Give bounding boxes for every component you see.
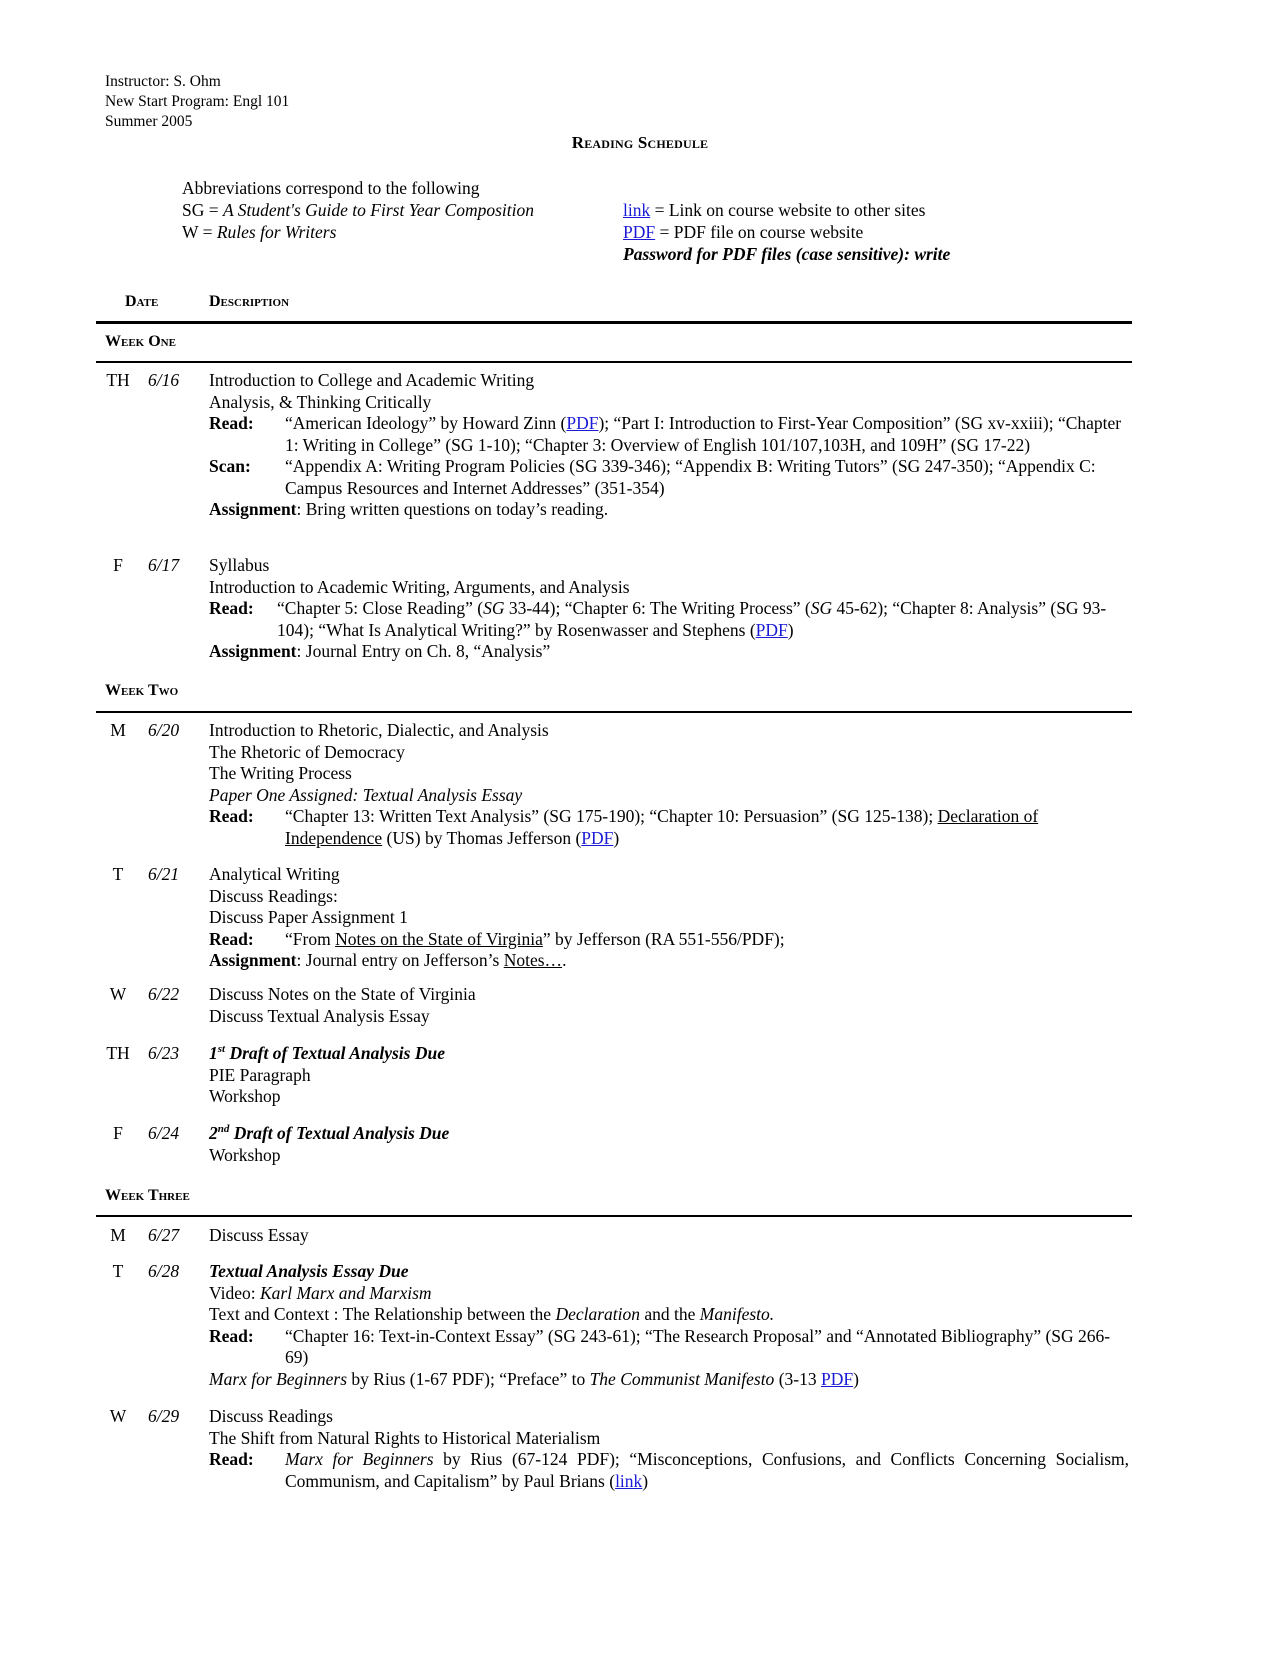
entry-date: 6/29 (148, 1406, 180, 1426)
read-row: Read: “American Ideology” by Howard Zinn (PDF); “Part I: Introduction to First-Year Composition” (SG xv-xxiii); “Chapter 1: Writing in College” (SG 1-10); “Chapter 3: Overview of English 101/107,103H, and 109H” (SG 17-22) (209, 413, 1122, 455)
entry-day: TH (106, 1043, 130, 1063)
pdf-link[interactable]: PDF (755, 619, 788, 640)
legend-pdf: PDF = PDF file on course website (623, 222, 864, 242)
entry-description: Syllabus Introduction to Academic Writing, Arguments, and Analysis Read: “Chapter 5: Close Reading” (SG 33-44); “Chapter 6: The Writing Process” (SG 45-62); “Chapter 8: Analysis” (SG 93-104); “What Is Analytical Writing?” by Rosenwasser and Stephens (PDF) Assignment: Journal Entry on Ch. 8, “Analysis” (209, 555, 1129, 663)
entry-date: 6/21 (148, 864, 180, 884)
entry-day: T (112, 1261, 124, 1281)
entry-day: W (109, 984, 127, 1004)
abbreviation-sg: SG = A Student's Guide to First Year Composition (182, 200, 534, 220)
read-row: Read: Marx for Beginners by Rius (67-124 PDF); “Misconceptions, Confusions, and Conflicts Concerning Socialism, Communism, and Capitalism” by Paul Brians (link) (209, 1449, 1129, 1491)
entry-date: 6/27 (148, 1225, 180, 1245)
entry-description: Analytical Writing Discuss Readings: Discuss Paper Assignment 1 Read: “From Notes on the State of Virginia” by Jefferson (RA 551-556/PDF); Assignment: Journal entry on Jefferson’s Notes…. (209, 864, 1129, 972)
pdf-password-note: Password for PDF files (case sensitive): write (623, 244, 951, 264)
assignment-row: Assignment: Bring written questions on today’s reading. (209, 499, 609, 519)
entry-description: Textual Analysis Essay Due Video: Karl Marx and Marxism Text and Context : The Relationship between the Declaration and the Manifesto. Read: “Chapter 16: Text-in-Context Essay” (SG 243-61); “The Research Proposal” and “Annotated Bibliography” (SG 266-69) Marx for Beginners by Rius (1-67 PDF); “Preface” to The Communist Manifesto (3-13 PDF) (209, 1261, 1129, 1390)
entry-description: Introduction to Rhetoric, Dialectic, and Analysis The Rhetoric of Democracy The Writing Process Paper One Assigned: Textual Analysis Essay Read: “Chapter 13: Written Text Analysis” (SG 175-190); “Chapter 10: Persuasion” (SG 125-138); Declaration of Independence (US) by Thomas Jefferson (PDF) (209, 720, 1129, 849)
entry-date: 6/20 (148, 720, 180, 740)
pdf-legend-link[interactable]: PDF (623, 222, 656, 242)
read-row: Read: “Chapter 16: Text-in-Context Essay” (SG 243-61); “The Research Proposal” and “Annotated Bibliography” (SG 266-69) (209, 1325, 1111, 1367)
entry-day: M (110, 720, 126, 740)
week-one-divider (96, 361, 1132, 363)
assignment-row: Assignment: Journal entry on Jefferson’s Notes…. (209, 950, 567, 970)
entry-description: Discuss Readings The Shift from Natural Rights to Historical Materialism Read: Marx for Beginners by Rius (67-124 PDF); “Misconceptions, Confusions, and Conflicts Concerning Socialism, Communism, and Capitalism” by Paul Brians (link) (209, 1406, 1129, 1491)
entry-date: 6/24 (148, 1123, 180, 1143)
entry-description: 1st Draft of Textual Analysis Due PIE Paragraph Workshop (209, 1043, 445, 1106)
entry-day: T (112, 864, 124, 884)
entry-day: F (113, 1123, 123, 1143)
pdf-link[interactable]: PDF (566, 413, 599, 433)
page-title: Reading Schedule (571, 133, 709, 152)
week-two-heading: Week Two (105, 682, 179, 699)
pdf-link[interactable]: PDF (820, 1368, 854, 1389)
week-three-divider (96, 1215, 1132, 1217)
week-three-heading: Week Three (105, 1187, 190, 1204)
read-row: Read: “Chapter 5: Close Reading” (SG 33-44); “Chapter 6: The Writing Process” (SG 45-62); “Chapter 8: Analysis” (SG 93-104); “What Is Analytical Writing?” by Rosenwasser and Stephens (PDF) (209, 598, 1107, 640)
pdf-link[interactable]: PDF (581, 827, 614, 848)
entry-description: Discuss Essay (209, 1225, 309, 1245)
entry-description: Introduction to College and Academic Writing Analysis, & Thinking Critically Read: “American Ideology” by Howard Zinn (PDF); “Part I: Introduction to First-Year Composition” (SG xv-xxiii); “Chapter 1: Writing in College” (SG 1-10); “Chapter 3: Overview of English 101/107,103H, and 109H” (SG 17-22) Scan: “Appendix A: Writing Program Policies (SG 339-346); “Appendix B: Writing Tutors” (SG 247-350); “Appendix C: Campus Resources and Internet Addresses” (351-354) Assignment: Bring written questions on today’s reading. (209, 370, 1129, 521)
read-row: Read: “From Notes on the State of Virginia” by Jefferson (RA 551-556/PDF); (209, 928, 785, 949)
entry-date: 6/16 (148, 370, 180, 390)
abbreviations-block (182, 177, 534, 243)
entry-description: Discuss Notes on the State of Virginia Discuss Textual Analysis Essay (209, 984, 476, 1026)
term-line: Summer 2005 (105, 113, 193, 130)
abbreviations-intro: Abbreviations correspond to the following (182, 178, 480, 198)
week-two-divider (96, 711, 1132, 713)
entry-description: 2nd Draft of Textual Analysis Due Workshop (209, 1123, 450, 1165)
instructor-line: Instructor: S. Ohm (105, 73, 221, 90)
scan-row: Scan: “Appendix A: Writing Program Policies (SG 339-346); “Appendix B: Writing Tutors” (SG 247-350); “Appendix C: Campus Resources and Internet Addresses” (351-354) (209, 456, 1096, 498)
program-line: New Start Program: Engl 101 (105, 93, 290, 110)
entry-day: TH (106, 370, 130, 390)
header-divider (96, 321, 1132, 324)
description-column-header: Description (209, 293, 290, 310)
entry-date: 6/28 (148, 1261, 180, 1281)
course-header (105, 72, 289, 132)
legend-block (623, 199, 950, 265)
entry-day: M (110, 1225, 126, 1245)
assignment-row: Assignment: Journal Entry on Ch. 8, “Analysis” (209, 641, 551, 661)
entry-day: W (109, 1406, 127, 1426)
entry-day: F (113, 555, 123, 575)
external-link[interactable]: link (615, 1470, 643, 1491)
entry-date: 6/17 (148, 555, 180, 575)
link-legend-link[interactable]: link (623, 200, 651, 220)
entry-date: 6/23 (148, 1043, 180, 1063)
legend-link: link = Link on course website to other sites (623, 200, 926, 220)
read-row: Read: “Chapter 13: Written Text Analysis” (SG 175-190); “Chapter 10: Persuasion” (SG 125-138); Declaration of Independence (US) by Thomas Jefferson (PDF) (209, 806, 1039, 848)
abbreviation-w: W = Rules for Writers (182, 222, 337, 242)
week-one-heading: Week One (105, 333, 176, 350)
date-column-header: Date (125, 293, 159, 310)
entry-date: 6/22 (148, 984, 180, 1004)
